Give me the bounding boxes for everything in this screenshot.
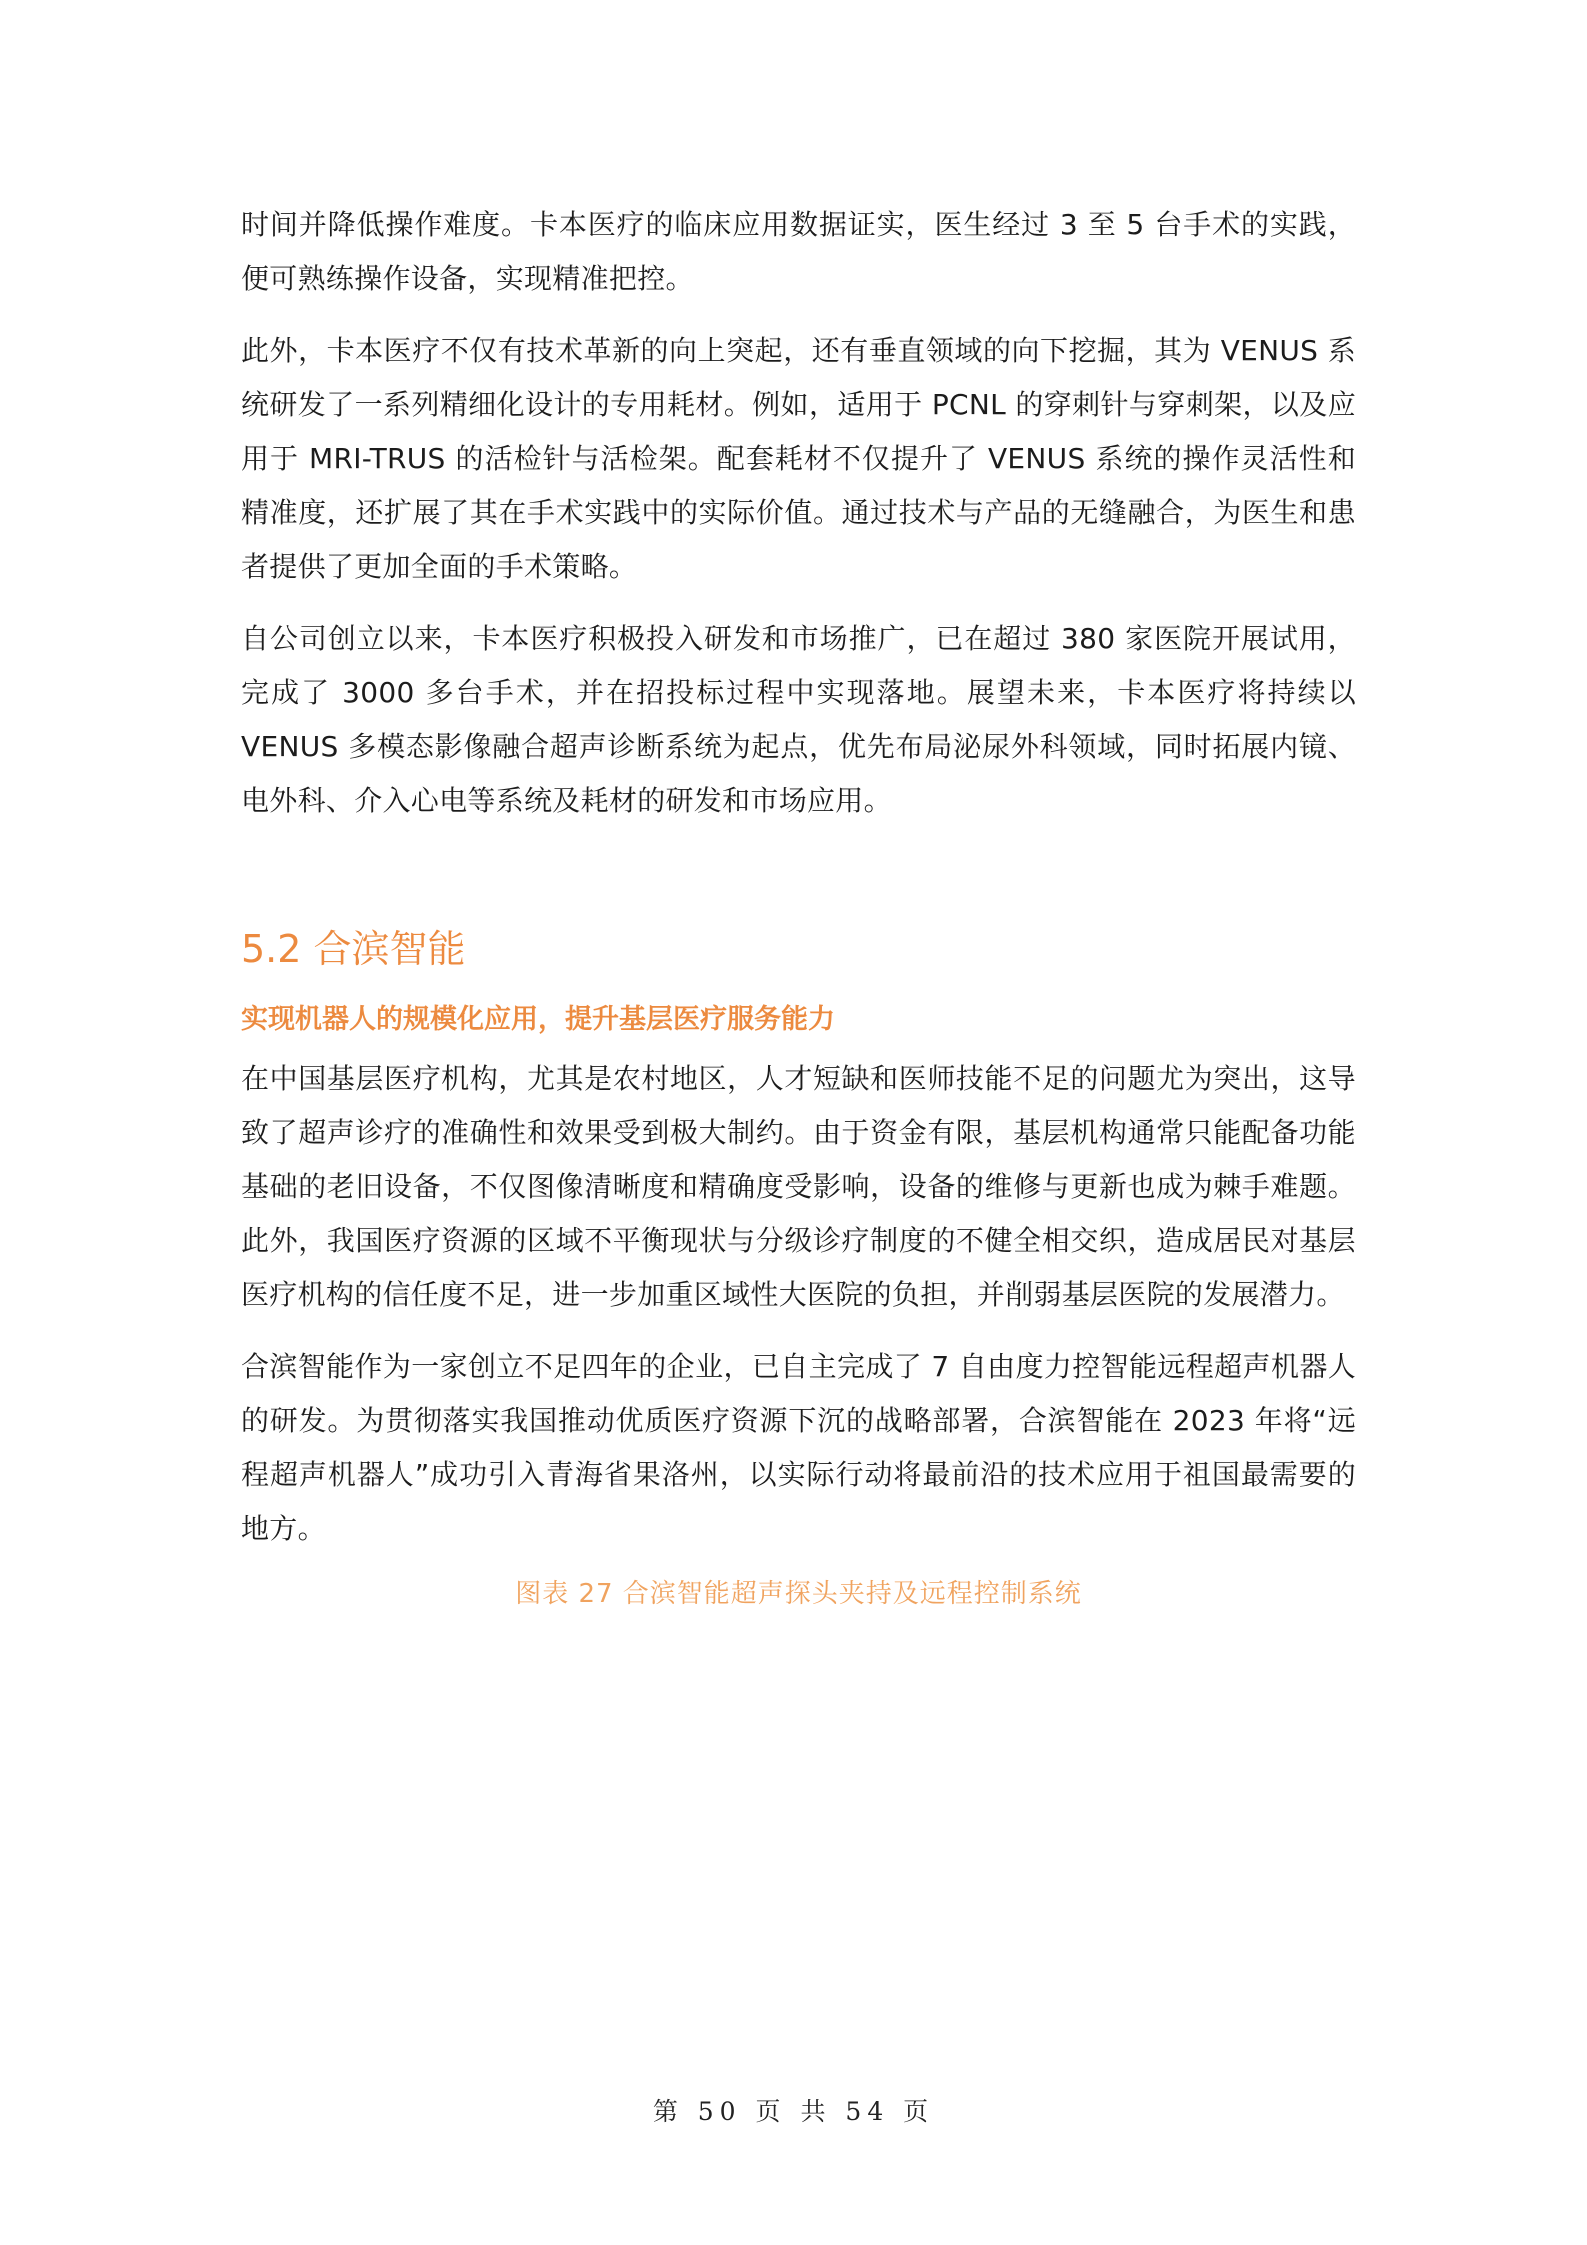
paragraph-section-2: 合滨智能作为一家创立不足四年的企业，已自主完成了 7 自由度力控智能远程超声机器人的研发。为贯彻落实我国推动优质医疗资源下沉的战略部署，合滨智能在 2023 年将“远程超声机器人”成功引入青海省果洛州，以实际行动将最前沿的技术应用于祖国最需要的地方。 bbox=[241, 1350, 1356, 1545]
page-number-footer: 第 50 页 共 54 页 bbox=[652, 2097, 935, 2126]
paragraph-section-1: 在中国基层医疗机构，尤其是农村地区，人才短缺和医师技能不足的问题尤为突出，这导致了超声诊疗的准确性和效果受到极大制约。由于资金有限，基层机构通常只能配备功能基础的老旧设备，不仅图像清晰度和精确度受影响，设备的维修与更新也成为棘手难题。此外，我国医疗资源的区域不平衡现状与分级诊疗制度的不健全相交织，造成居民对基层医疗机构的信任度不足，进一步加重区域性大医院的负担，并削弱基层医院的发展潜力。 bbox=[241, 1062, 1356, 1311]
figure-caption: 图表 27 合滨智能超声探头夹持及远程控制系统 bbox=[515, 1579, 1082, 1609]
paragraph-intro-1: 时间并降低操作难度。卡本医疗的临床应用数据证实，医生经过 3 至 5 台手术的实践，便可熟练操作设备，实现精准把控。 bbox=[241, 208, 1356, 295]
paragraph-intro-2: 此外，卡本医疗不仅有技术革新的向上突起，还有垂直领域的向下挖掘，其为 VENUS 系统研发了一系列精细化设计的专用耗材。例如，适用于 PCNL 的穿刺针与穿刺架，以及应用于 MRI-TRUS 的活检针与活检架。配套耗材不仅提升了 VENUS 系统的操作灵活性和精准度，还扩展了其在手术实践中的实际价值。通过技术与产品的无缝融合，为医生和患者提供了更加全面的手术策略。 bbox=[241, 334, 1356, 583]
section-subheading: 实现机器人的规模化应用，提升基层医疗服务能力 bbox=[241, 1004, 835, 1035]
paragraph-intro-3: 自公司创立以来，卡本医疗积极投入研发和市场推广，已在超过 380 家医院开展试用，完成了 3000 多台手术，并在招投标过程中实现落地。展望未来，卡本医疗将持续以 VENUS 多模态影像融合超声诊断系统为起点，优先布局泌尿外科领域，同时拓展内镜、电外科、介入心电等系统及耗材的研发和市场应用。 bbox=[241, 622, 1356, 817]
section-title: 5.2 合滨智能 bbox=[241, 927, 466, 971]
document-body bbox=[241, 198, 1356, 1614]
